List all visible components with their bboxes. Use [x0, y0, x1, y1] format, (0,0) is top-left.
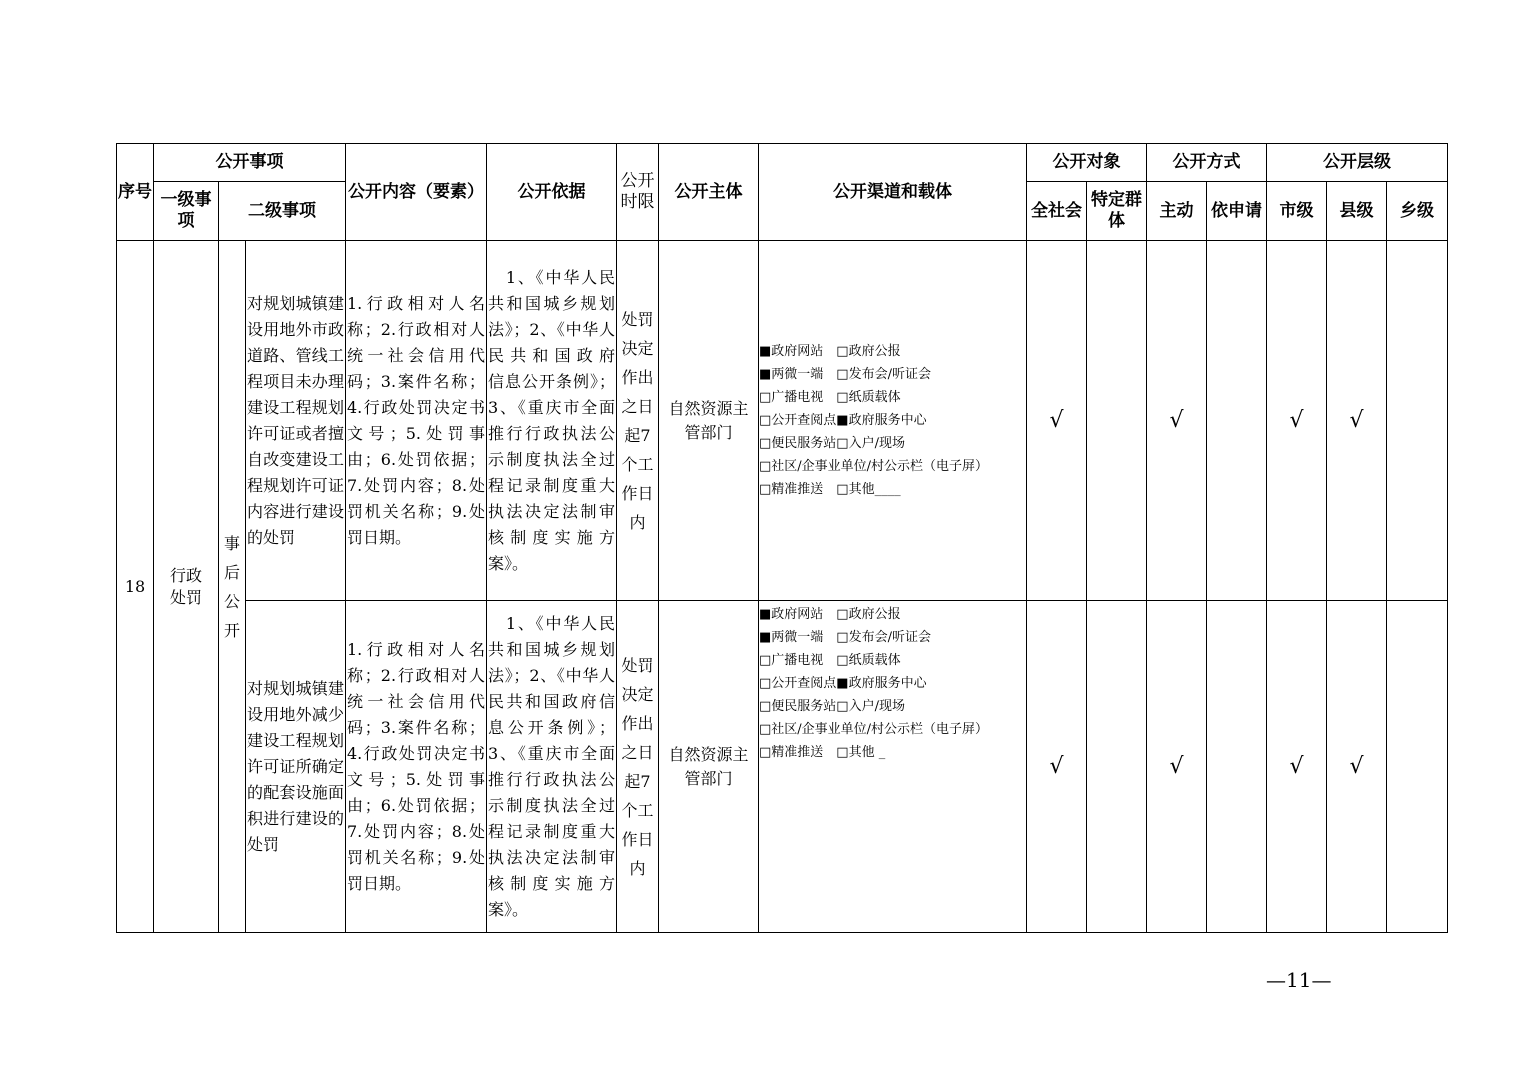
header-level-county: 县级	[1327, 182, 1387, 241]
item-subject: 自然资源主管部门	[659, 601, 759, 933]
check-method-apply	[1207, 601, 1267, 933]
row-seq: 18	[117, 241, 154, 933]
table-row	[117, 241, 1448, 601]
check-level-county: √	[1327, 241, 1387, 601]
header-subject: 公开主体	[659, 144, 759, 241]
check-method-apply	[1207, 241, 1267, 601]
channel-line: ■政府网站 □政府公报	[759, 344, 901, 359]
item-content: 1.行政相对人名称；2.行政相对人统一社会信用代码；3.案件名称；4.行政处罚决定书文号；5.处罚事由；6.处罚依据；7.处罚内容；8.处罚机关名称；9.处罚日期。	[346, 241, 487, 601]
check-method-active: √	[1147, 601, 1207, 933]
item-basis: 1、《中华人民共和国城乡规划法》；2、《中华人民共和国政府信息公开条例》；3、《重庆市全面推行行政执法公示制度执法全过程记录制度重大执法决定法制审核制度实施方案》。	[487, 601, 617, 933]
header-method-apply: 依申请	[1207, 182, 1267, 241]
channel-line: □公开查阅点■政府服务中心	[759, 676, 927, 691]
row-level1: 行政处罚	[154, 241, 219, 933]
channel-line: □社区/企事业单位/村公示栏（电子屏）	[759, 722, 989, 737]
channel-line: □精准推送 □其他 _	[759, 745, 886, 760]
row-timing: 事后公开	[219, 241, 246, 933]
header-time: 公开时限	[617, 144, 659, 241]
item-time: 处罚决定作出之日起7个工作日内	[617, 601, 659, 933]
channel-line: ■政府网站 □政府公报	[759, 607, 901, 622]
table-row	[117, 601, 1448, 933]
channel-line: ■两微一端 □发布会/听证会	[759, 367, 931, 382]
channel-line: □精准推送 □其他____	[759, 482, 901, 497]
check-target-specific	[1087, 601, 1147, 933]
check-method-active: √	[1147, 241, 1207, 601]
channel-line: □广播电视 □纸质载体	[759, 653, 901, 668]
header-content: 公开内容（要素）	[346, 144, 487, 241]
item-time: 处罚决定作出之日起7个工作日内	[617, 241, 659, 601]
header-target: 公开对象	[1027, 144, 1147, 182]
check-level-county: √	[1327, 601, 1387, 933]
channel-line: □广播电视 □纸质载体	[759, 390, 901, 405]
channel-line: ■两微一端 □发布会/听证会	[759, 630, 931, 645]
channel-line: □便民服务站□入户/现场	[759, 699, 905, 714]
header-level1: 一级事项	[154, 182, 219, 241]
check-target-specific	[1087, 241, 1147, 601]
item-level2: 对规划城镇建设用地外减少建设工程规划许可证所确定的配套设施面积进行建设的处罚	[246, 601, 346, 933]
check-target-all: √	[1027, 601, 1087, 933]
item-channels	[759, 241, 1027, 601]
header-target-specific: 特定群体	[1087, 182, 1147, 241]
header-level: 公开层级	[1267, 144, 1448, 182]
check-level-town	[1387, 601, 1448, 933]
item-level2: 对规划城镇建设用地外市政道路、管线工程项目未办理建设工程规划许可证或者擅自改变建设工程规划许可证内容进行建设的处罚	[246, 241, 346, 601]
item-subject: 自然资源主管部门	[659, 241, 759, 601]
channel-line: □便民服务站□入户/现场	[759, 436, 905, 451]
item-basis: 1、《中华人民共和国城乡规划法》；2、《中华人民共和国政府 信息公开条例》；3、《重庆市全面推行行政执法公示制度执法全过程记录制度重大执法决定法制审核制度实施方案》。	[487, 241, 617, 601]
header-seq: 序号	[117, 144, 154, 241]
check-target-all: √	[1027, 241, 1087, 601]
header-level2: 二级事项	[219, 182, 346, 241]
item-content: 1.行政相对人名称；2.行政相对人统一社会信用代码；3.案件名称；4.行政处罚决定书文号；5.处罚事由；6.处罚依据；7.处罚内容；8.处罚机关名称；9.处罚日期。	[346, 601, 487, 933]
header-level-town: 乡级	[1387, 182, 1448, 241]
header-basis: 公开依据	[487, 144, 617, 241]
header-items: 公开事项	[154, 144, 346, 182]
channel-line: □社区/企事业单位/村公示栏（电子屏）	[759, 459, 989, 474]
check-level-city: √	[1267, 601, 1327, 933]
item-channels	[759, 601, 1027, 933]
check-level-town	[1387, 241, 1448, 601]
header-level-city: 市级	[1267, 182, 1327, 241]
check-level-city: √	[1267, 241, 1327, 601]
header-channels: 公开渠道和载体	[759, 144, 1027, 241]
header-method-active: 主动	[1147, 182, 1207, 241]
header-method: 公开方式	[1147, 144, 1267, 182]
disclosure-table	[116, 143, 1448, 933]
page-number: —11—	[1266, 968, 1332, 992]
header-target-all: 全社会	[1027, 182, 1087, 241]
channel-line: □公开查阅点■政府服务中心	[759, 413, 927, 428]
